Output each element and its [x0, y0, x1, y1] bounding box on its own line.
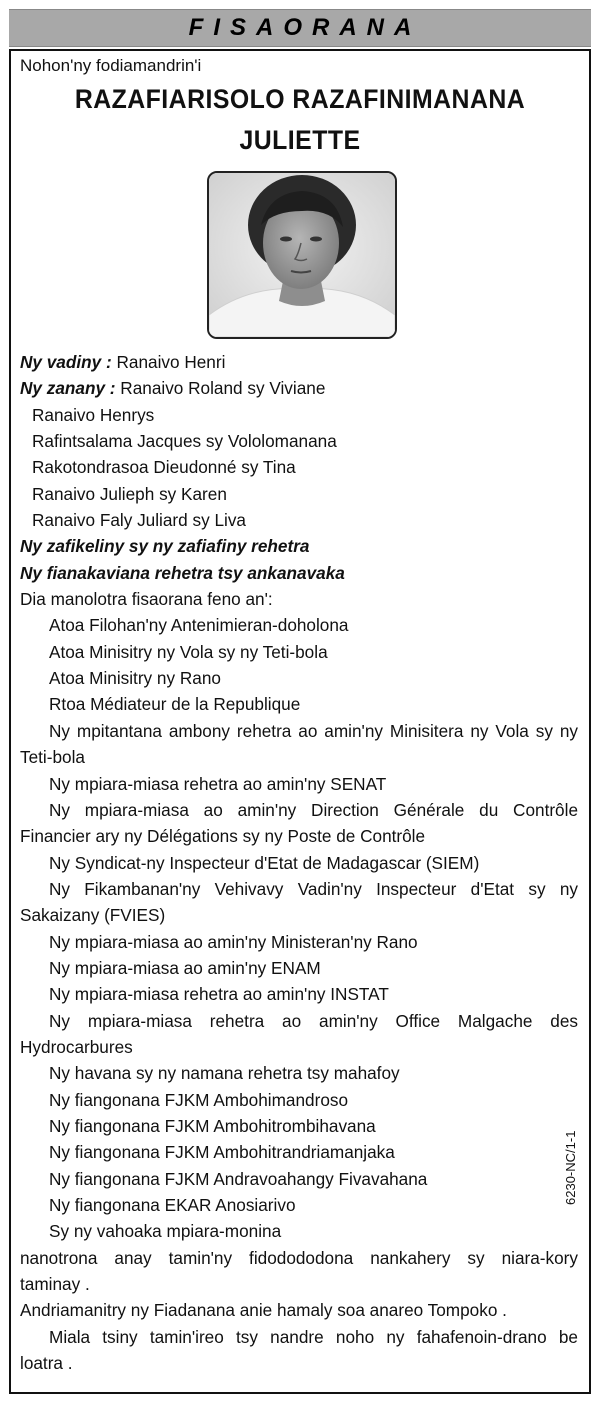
intro-text: Nohon'ny fodiamandrin'i — [20, 56, 202, 75]
closing-blessing: Andriamanitry ny Fiadanana anie hamaly soa anareo Tompoko . — [20, 1300, 507, 1321]
spouse-name: Ranaivo Henri — [116, 352, 226, 372]
relatives-line: Ny fianakaviana rehetra tsy ankanavaka — [20, 562, 345, 583]
thanks-item: Ny Fikambanan'ny Vehivavy Vadin'ny Inspecteur d'Etat sy ny — [49, 878, 578, 899]
thanks-item: Ny Syndicat-ny Inspecteur d'Etat de Madagascar (SIEM) — [49, 852, 480, 873]
thanks-item: Ny fiangonana FJKM Ambohitrandriamanjaka — [49, 1142, 395, 1163]
thanks-item: Atoa Filohan'ny Antenimieran-doholona — [49, 615, 349, 636]
deceased-portrait-photo — [207, 171, 397, 339]
child-name: Ranaivo Henrys — [32, 404, 155, 425]
grandchildren-line: Ny zafikeliny sy ny zafiafiny rehetra — [20, 536, 310, 557]
thanks-item: Ny mpiara-miasa ao amin'ny Ministeran'ny Rano — [49, 931, 418, 952]
thanks-item: Sy ny vahoaka mpiara-monina — [49, 1221, 282, 1242]
thanks-intro: Dia manolotra fisaorana feno an': — [20, 589, 273, 610]
thanks-item-cont: Hydrocarbures — [20, 1036, 133, 1057]
thanks-item: Atoa Minisitry ny Vola sy ny Teti-bola — [49, 641, 328, 662]
thanks-item: Ny mpiara-miasa rehetra ao amin'ny Office Malgache des — [49, 1010, 578, 1031]
thanks-item: Ny havana sy ny namana rehetra tsy mahafoy — [49, 1063, 400, 1084]
children-label: Ny zanany : — [20, 378, 116, 399]
thanks-item: Ny mpiara-miasa rehetra ao amin'ny INSTAT — [49, 984, 389, 1005]
reference-code: 6230-NC/1-1 — [563, 1130, 578, 1205]
thanks-item: Ny fiangonana FJKM Ambohimandroso — [49, 1089, 349, 1110]
thanks-item-cont: Teti-bola — [20, 747, 85, 768]
deceased-name-line2: JULIETTE — [239, 125, 361, 155]
closing-apology: Miala tsiny tamin'ireo tsy nandre noho ny fahafenoin-drano be — [49, 1326, 578, 1347]
spouse-line — [20, 349, 578, 375]
child-name: Rakotondrasoa Dieudonné sy Tina — [32, 457, 296, 478]
deceased-name-line1: RAZAFIARISOLO RAZAFINIMANANA — [74, 84, 526, 114]
thanks-item: Rtoa Médiateur de la Republique — [49, 694, 301, 715]
child-name: Ranaivo Faly Juliard sy Liva — [32, 510, 246, 531]
thanks-item: Atoa Minisitry ny Rano — [49, 668, 221, 689]
thanks-item-cont: Financier ary ny Délégations sy ny Poste de Contrôle — [20, 826, 426, 847]
child-name: Rafintsalama Jacques sy Vololomanana — [32, 431, 337, 452]
children-line — [20, 375, 578, 401]
thanks-item: Ny mpitantana ambony rehetra ao amin'ny Minisitera ny Vola sy ny — [49, 720, 578, 741]
child-name: Ranaivo Julieph sy Karen — [32, 483, 227, 504]
closing-line: nanotrona anay tamin'ny fidodododona nankahery sy niara-kory — [20, 1247, 578, 1268]
notice-body — [20, 349, 578, 1376]
closing-line-cont: taminay . — [20, 1274, 90, 1295]
thanks-item: Ny fiangonana EKAR Anosiarivo — [49, 1195, 296, 1215]
page-title: FISAORANA — [188, 14, 422, 41]
child-name: Ranaivo Roland sy Viviane — [120, 378, 326, 399]
thanks-item-cont: Sakaizany (FVIES) — [20, 905, 166, 926]
portrait-image — [209, 173, 395, 337]
thanks-item: Ny mpiara-miasa ao amin'ny ENAM — [49, 957, 321, 978]
thanks-item: Ny fiangonana FJKM Andravoahangy Fivavahana — [49, 1168, 428, 1189]
thanks-item: Ny fiangonana FJKM Ambohitrombihavana — [49, 1115, 376, 1136]
spouse-label: Ny vadiny : — [20, 352, 112, 372]
closing-apology-cont: loatra . — [20, 1353, 73, 1374]
thanks-item: Ny mpiara-miasa ao amin'ny Direction Générale du Contrôle — [49, 799, 578, 820]
thanks-item: Ny mpiara-miasa rehetra ao amin'ny SENAT — [49, 773, 387, 794]
header-bar — [9, 9, 591, 47]
